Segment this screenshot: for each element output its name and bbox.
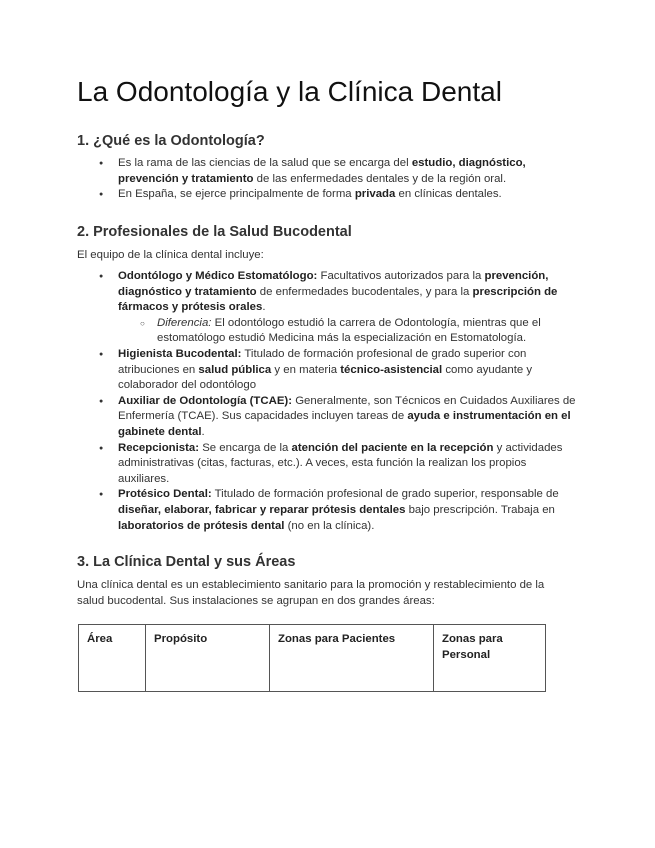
list-item: ● En España, se ejerce principalmente de forma privada en clínicas dentales. — [77, 187, 577, 203]
areas-table — [78, 624, 546, 692]
table-header-cell: Zonas para Personal — [434, 625, 546, 692]
list-item: ● Protésico Dental: Titulado de formación profesional de grado superior, responsable de diseñar, elaborar, fabricar y reparar prótesis dentales bajo prescripción. Trabaja en laboratorios de prótesis dental (no en la clínica). — [77, 487, 577, 534]
section-3-heading: 3. La Clínica Dental y sus Áreas — [77, 554, 296, 570]
table-header-cell: Área — [79, 625, 146, 692]
section-3-intro: Una clínica dental es un establecimiento sanitario para la promoción y restablecimiento de la salud bucodental. Sus instalaciones se agrupan en dos grandes áreas: — [77, 579, 545, 607]
list-item: ● Auxiliar de Odontología (TCAE): Generalmente, son Técnicos en Cuidados Auxiliares de Enfermería (TCAE). Sus capacidades incluyen tareas de ayuda e instrumentación en el gabinete dental. — [77, 394, 577, 441]
list-item: ● Recepcionista: Se encarga de la atención del paciente en la recepción y actividades administrativas (citas, facturas, etc.). A veces, esta función la realizan los propios auxiliares. — [77, 441, 577, 488]
list-item: ● Es la rama de las ciencias de la salud que se encarga del estudio, diagnóstico, prevención y tratamiento de las enfermedades dentales y de la región oral. — [77, 156, 577, 187]
section-2-intro: El equipo de la clínica dental incluye: — [77, 249, 264, 261]
table-header-cell: Zonas para Pacientes — [270, 625, 434, 692]
page-title: La Odontología y la Clínica Dental — [77, 76, 502, 107]
section-2-list — [77, 269, 577, 534]
section-1-heading: 1. ¿Qué es la Odontología? — [77, 133, 265, 149]
sub-list-item: ○ Diferencia: El odontólogo estudió la carrera de Odontología, mientras que el estomatólogo estudió Medicina más la especialización en Estomatología. — [118, 316, 577, 347]
section-2-heading: 2. Profesionales de la Salud Bucodental — [77, 224, 352, 240]
sub-list — [118, 316, 577, 347]
section-1-list — [77, 156, 577, 203]
list-item: ● Higienista Bucodental: Titulado de formación profesional de grado superior con atribuciones en salud pública y en materia técnico-asistencial como ayudante y colaborador del odontólogo — [77, 347, 577, 394]
table-header-row — [79, 625, 546, 692]
list-item: ● Odontólogo y Médico Estomatólogo: Facultativos autorizados para la prevención, diagnóstico y tratamiento de enfermedades bucodentales, y para la prescripción de fármacos y prótesis orales. ○ Diferencia: El odontólogo estudió la carrera de Odontología, mientras que el estomatólogo estudió Medicina más la especialización en Estomatología. — [77, 269, 577, 347]
table-header-cell: Propósito — [146, 625, 270, 692]
